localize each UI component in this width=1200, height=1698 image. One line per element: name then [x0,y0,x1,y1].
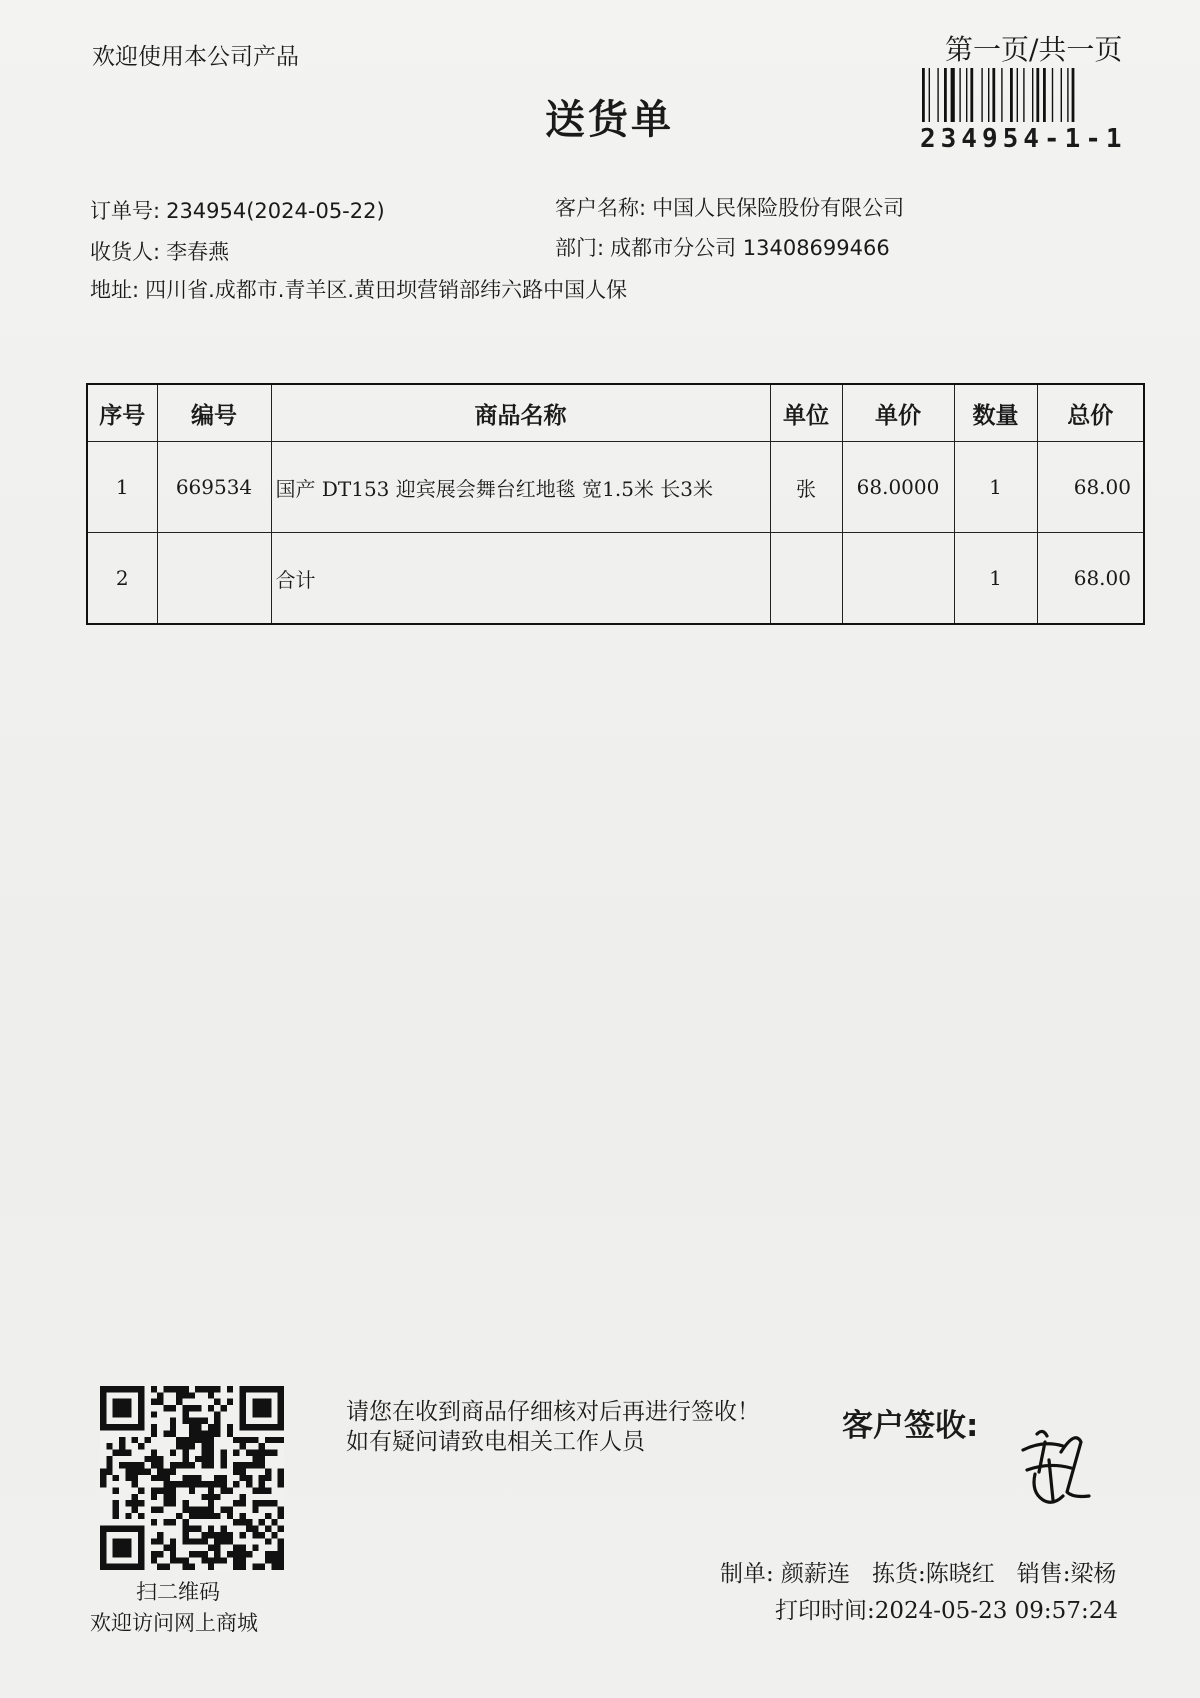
sales-by: 销售:梁杨 [1016,1561,1117,1587]
page-indicator: 第一页/共一页 [945,33,1123,66]
table-header-row [87,384,1144,442]
cell-product-name: 国产 DT153 迎宾展会舞台红地毯 宽1.5米 长3米 [271,442,770,533]
document-title: 送货单 [545,97,674,143]
cell-quantity: 1 [954,442,1037,533]
department-row [555,232,890,262]
cell-total: 68.00 [1037,533,1144,625]
cell-code [157,533,271,625]
column-header-quantity: 数量 [954,384,1037,442]
cell-index: 1 [87,442,157,533]
handwritten-signature [1005,1412,1115,1522]
qr-caption-scan: 扫二维码 [136,1580,220,1604]
recipient-row [90,236,229,266]
cell-index: 2 [87,533,157,625]
cell-unit-price: 68.0000 [842,442,954,533]
barcode-image [920,68,1140,122]
address-label: 地址: [90,278,140,302]
customer-name-value: 中国人民保险股份有限公司 [652,196,905,220]
cell-quantity: 1 [954,533,1037,625]
column-header-index: 序号 [87,384,157,442]
column-header-product-name: 商品名称 [271,384,770,442]
barcode-number: 234954-1-1 [920,124,1127,154]
prepared-by: 制单: 颜薪连 [720,1561,851,1587]
picked-by: 拣货:陈晓红 [872,1561,995,1587]
cell-product-name: 合计 [271,533,770,625]
items-table [86,383,1145,625]
cell-unit: 张 [770,442,842,533]
customer-name-label: 客户名称: [555,196,647,220]
column-header-unit-price: 单价 [842,384,954,442]
table-row-summary [87,533,1144,625]
customer-name-row [555,192,904,222]
column-header-unit: 单位 [770,384,842,442]
recipient-value: 李春燕 [166,240,230,264]
recipient-label: 收货人: [90,240,161,264]
department-value: 成都市分公司 13408699466 [610,236,890,260]
cell-unit-price [842,533,954,625]
qr-code-image [100,1386,284,1570]
order-number-label: 订单号: [90,199,161,223]
order-number-row [90,195,385,225]
cell-total: 68.00 [1037,442,1144,533]
table-row [87,442,1144,533]
order-number-value: 234954(2024-05-22) [166,199,385,223]
signing-notice: 请您在收到商品仔细核对后再进行签收！如有疑问请致电相关工作人员 [346,1399,760,1455]
staff-line [720,1555,1116,1588]
qr-caption-visit: 欢迎访问网上商城 [90,1611,258,1635]
department-label: 部门: [555,236,605,260]
address-value: 四川省.成都市.青羊区.黄田坝营销部纬六路中国人保 [145,278,628,302]
print-time: 打印时间:2024-05-23 09:57:24 [775,1598,1118,1624]
cell-code: 669534 [157,442,271,533]
cell-unit [770,533,842,625]
column-header-code: 编号 [157,384,271,442]
welcome-text: 欢迎使用本公司产品 [92,44,299,70]
column-header-total: 总价 [1037,384,1144,442]
customer-signature-label: 客户签收: [842,1408,979,1444]
address-row [90,274,627,304]
